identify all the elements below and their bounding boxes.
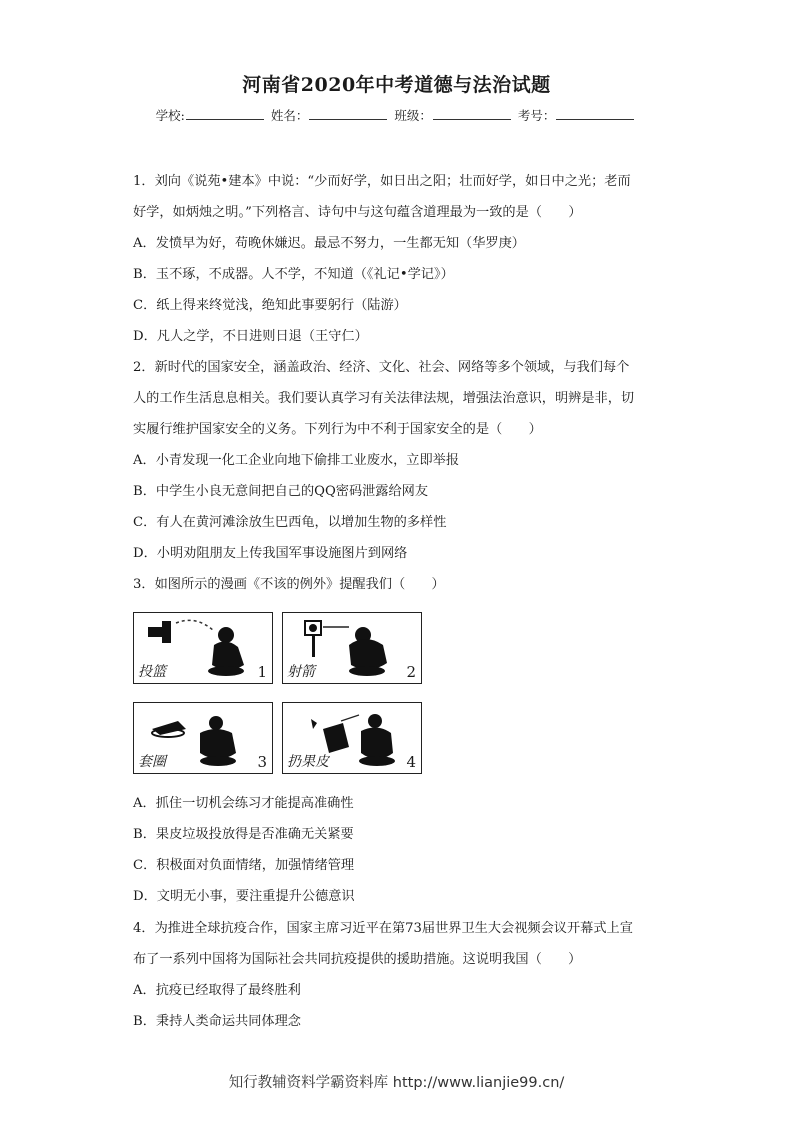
question-1-option-a: A．发愤早为好，苟晚休嫌迟。最忌不努力，一生都无知（华罗庚） bbox=[133, 236, 525, 251]
question-1-stem-line-1: 1．刘向《说苑•建本》中说：“少而好学，如日出之阳；壮而好学，如日中之光；老而 bbox=[133, 174, 631, 189]
question-3-option-a: A．抓住一切机会练习才能提高准确性 bbox=[133, 796, 354, 811]
question-2-option-b: B．中学生小良无意间把自己的QQ密码泄露给网友 bbox=[133, 484, 429, 499]
class-blank[interactable] bbox=[433, 107, 511, 120]
question-4-stem-line-1: 4．为推进全球抗疫合作，国家主席习近平在第73届世界卫生大会视频会议开幕式上宣 bbox=[133, 921, 633, 936]
question-2-stem-line-2: 人的工作生活息息相关。我们要认真学习有关法律法规，增强法治意识，明辨是非，切 bbox=[133, 391, 635, 406]
cartoon-number-1: 1 bbox=[257, 663, 267, 681]
question-4-option-a: A．抗疫已经取得了最终胜利 bbox=[133, 983, 301, 998]
question-2-stem-line-1: 2．新时代的国家安全，涵盖政治、经济、文化、社会、网络等多个领域，与我们每个 bbox=[133, 360, 630, 375]
cartoon-number-3: 3 bbox=[257, 753, 267, 771]
question-1-option-b: B．玉不琢，不成器。人不学，不知道（《礼记•学记》） bbox=[133, 267, 454, 282]
school-blank[interactable] bbox=[186, 107, 264, 120]
question-3-option-b: B．果皮垃圾投放得是否准确无关紧要 bbox=[133, 827, 354, 842]
footer-watermark[interactable]: 知行教辅资料学霸资料库 http://www.lianjie99.cn/ bbox=[228, 1075, 565, 1091]
question-3-option-c: C．积极面对负面情绪，加强情绪管理 bbox=[133, 858, 355, 873]
student-info-line bbox=[0, 106, 793, 124]
cartoon-panel-3 bbox=[133, 702, 273, 774]
cartoon-panel-1 bbox=[133, 612, 273, 684]
question-1-option-d: D．凡人之学，不日进则日退（王守仁） bbox=[133, 329, 368, 344]
cartoon-number-4: 4 bbox=[406, 753, 416, 771]
page-title: 河南省2020年中考道德与法治试题 bbox=[242, 74, 551, 96]
cartoon-caption-3: 套圈 bbox=[138, 754, 166, 770]
question-3-stem: 3．如图所示的漫画《不该的例外》提醒我们（ ） bbox=[133, 577, 445, 592]
question-2-option-a: A．小青发现一化工企业向地下偷排工业废水，立即举报 bbox=[133, 453, 460, 468]
cartoon-caption-1: 投篮 bbox=[138, 664, 166, 680]
cartoon-caption-2: 射箭 bbox=[287, 664, 315, 680]
cartoon-panel-2 bbox=[282, 612, 422, 684]
question-2-stem-line-3: 实履行维护国家安全的义务。下列行为中不利于国家安全的是（ ） bbox=[133, 422, 542, 437]
cartoon-panel-4 bbox=[282, 702, 422, 774]
name-blank[interactable] bbox=[309, 107, 387, 120]
id-blank[interactable] bbox=[556, 107, 634, 120]
cartoon-number-2: 2 bbox=[406, 663, 416, 681]
question-4-stem-line-2: 布了一系列中国将为国际社会共同抗疫提供的援助措施。这说明我国（ ） bbox=[133, 952, 582, 967]
question-2-option-d: D．小明劝阻朋友上传我国军事设施图片到网络 bbox=[133, 546, 408, 561]
id-label: 考号： bbox=[517, 108, 556, 123]
class-label: 班级： bbox=[394, 108, 432, 123]
question-4-option-b: B．秉持人类命运共同体理念 bbox=[133, 1014, 301, 1029]
question-2-option-c: C．有人在黄河滩涂放生巴西龟，以增加生物的多样性 bbox=[133, 515, 447, 530]
name-label: 姓名： bbox=[270, 108, 309, 123]
cartoon-caption-4: 扔果皮 bbox=[287, 754, 329, 770]
question-1-stem-line-2: 好学，如炳烛之明。”下列格言、诗句中与这句蕴含道理最为一致的是（ ） bbox=[133, 205, 582, 220]
school-label: 学校: bbox=[155, 108, 185, 123]
question-3-option-d: D．文明无小事，要注重提升公德意识 bbox=[133, 889, 355, 904]
question-1-option-c: C．纸上得来终觉浅，绝知此事要躬行（陆游） bbox=[133, 298, 407, 313]
